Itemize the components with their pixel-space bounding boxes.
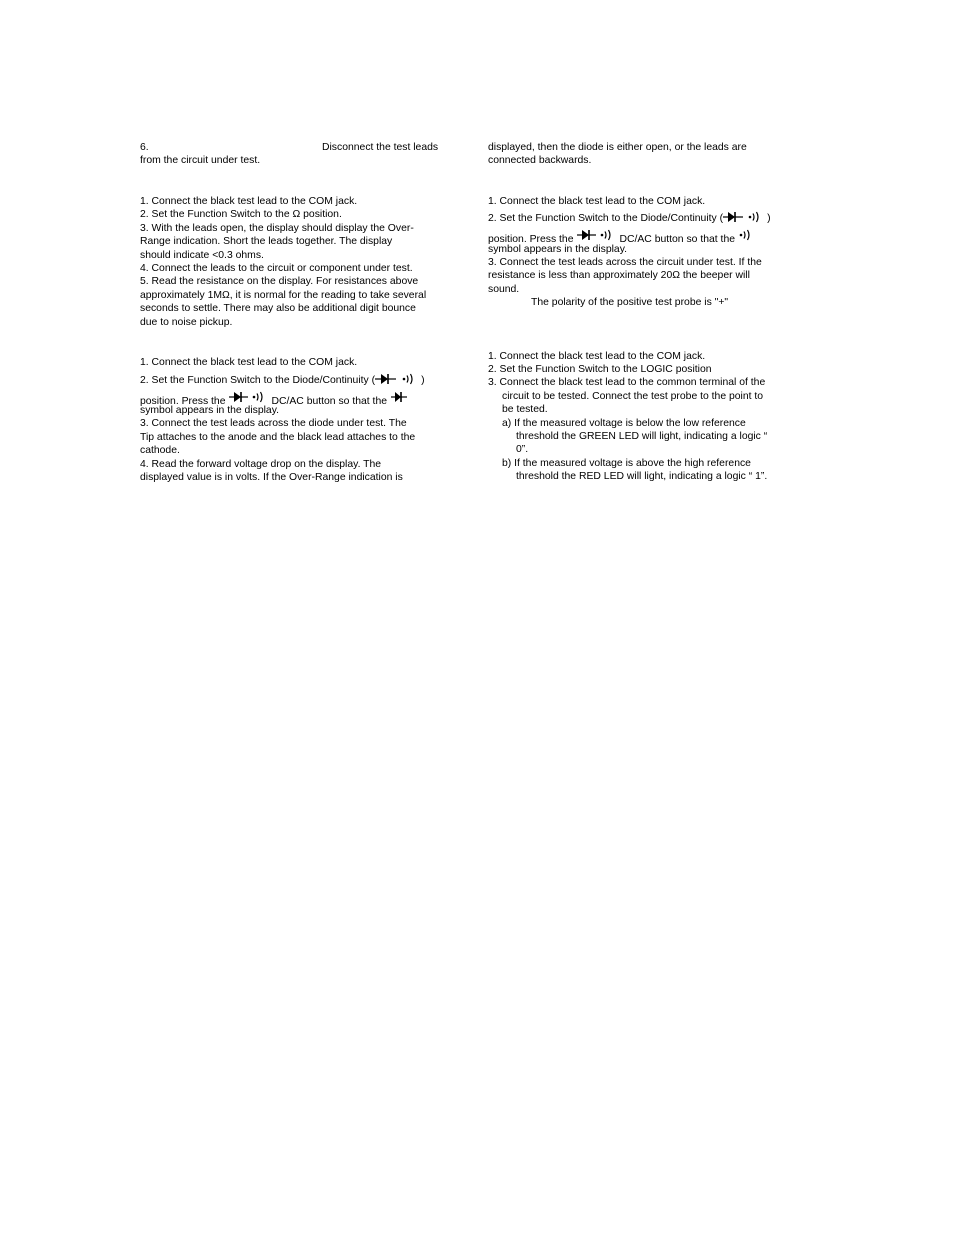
text-line: The polarity of the positive test probe is "+" xyxy=(531,297,729,308)
text-line xyxy=(488,211,771,227)
text-line: resistance is less than approximately 20Ω the beeper will xyxy=(488,270,750,281)
text-line: 2. Set the Function Switch to the LOGIC position xyxy=(488,364,712,375)
text-line: 3. Connect the black test lead to the common terminal of the xyxy=(488,377,766,388)
text-line: 2. Set the Function Switch to the Ω position. xyxy=(140,209,342,220)
text-line: due to noise pickup. xyxy=(140,317,233,328)
text-span: position. Press the xyxy=(140,396,226,407)
step-number: 6. xyxy=(140,142,149,153)
step-text: from the circuit under test. xyxy=(140,155,261,166)
text-line: symbol appears in the display. xyxy=(488,244,627,255)
text-line: 1. Connect the black test lead to the COM jack. xyxy=(488,196,706,207)
text-line: connected backwards. xyxy=(488,155,592,166)
text-line: cathode. xyxy=(140,445,180,456)
text-line: 4. Read the forward voltage drop on the display. The xyxy=(140,459,382,470)
text-line: displayed, then the diode is either open, or the leads are xyxy=(488,142,747,153)
text-line: circuit to be tested. Connect the test probe to the point to xyxy=(502,391,764,402)
diode-icon xyxy=(391,391,407,407)
text-line: approximately 1MΩ, it is normal for the reading to take several xyxy=(140,290,427,301)
text-line: 1. Connect the black test lead to the COM jack. xyxy=(140,196,358,207)
text-line xyxy=(140,373,425,389)
text-line: Tip attaches to the anode and the black lead attaches to the xyxy=(140,432,416,443)
text-span: DC/AC button so that the xyxy=(271,396,387,407)
text-line: 0”. xyxy=(516,444,529,455)
diode-continuity-icon xyxy=(375,373,419,389)
text-line: 3. With the leads open, the display should display the Over- xyxy=(140,223,414,234)
step-text: Disconnect the test leads xyxy=(322,142,439,153)
text-line: 1. Connect the black test lead to the COM jack. xyxy=(488,351,706,362)
text-line: 5. Read the resistance on the display. For resistances above xyxy=(140,276,419,287)
text-line: seconds to settle. There may also be additional digit bounce xyxy=(140,303,416,314)
text-line: 3. Connect the test leads across the diode under test. The xyxy=(140,418,407,429)
text-span: position. Press the xyxy=(488,234,574,245)
diode-continuity-icon xyxy=(723,211,765,227)
text-span: 2. Set the Function Switch to the Diode/Continuity ( xyxy=(488,213,724,224)
continuity-icon xyxy=(739,229,753,245)
text-line: sound. xyxy=(488,284,520,295)
text-line: 1. Connect the black test lead to the COM jack. xyxy=(140,357,358,368)
text-line: b) If the measured voltage is above the high reference xyxy=(502,458,751,469)
text-span: ) xyxy=(767,213,771,224)
text-line: should indicate <0.3 ohms. xyxy=(140,250,264,261)
text-line: 3. Connect the test leads across the circuit under test. If the xyxy=(488,257,762,268)
text-span: 2. Set the Function Switch to the Diode/Continuity ( xyxy=(140,375,376,386)
text-line: 4. Connect the leads to the circuit or component under test. xyxy=(140,263,413,274)
text-line: threshold the RED LED will light, indicating a logic “ 1”. xyxy=(516,471,768,482)
text-span: ) xyxy=(421,375,425,386)
text-line: symbol appears in the display. xyxy=(140,405,279,416)
text-line: be tested. xyxy=(502,404,548,415)
text-line: threshold the GREEN LED will light, indicating a logic “ xyxy=(516,431,768,442)
text-line: displayed value is in volts. If the Over-Range indication is xyxy=(140,472,403,483)
text-line: Range indication. Short the leads together. The display xyxy=(140,236,393,247)
text-line: a) If the measured voltage is below the low reference xyxy=(502,418,746,429)
text-span: DC/AC button so that the xyxy=(619,234,735,245)
